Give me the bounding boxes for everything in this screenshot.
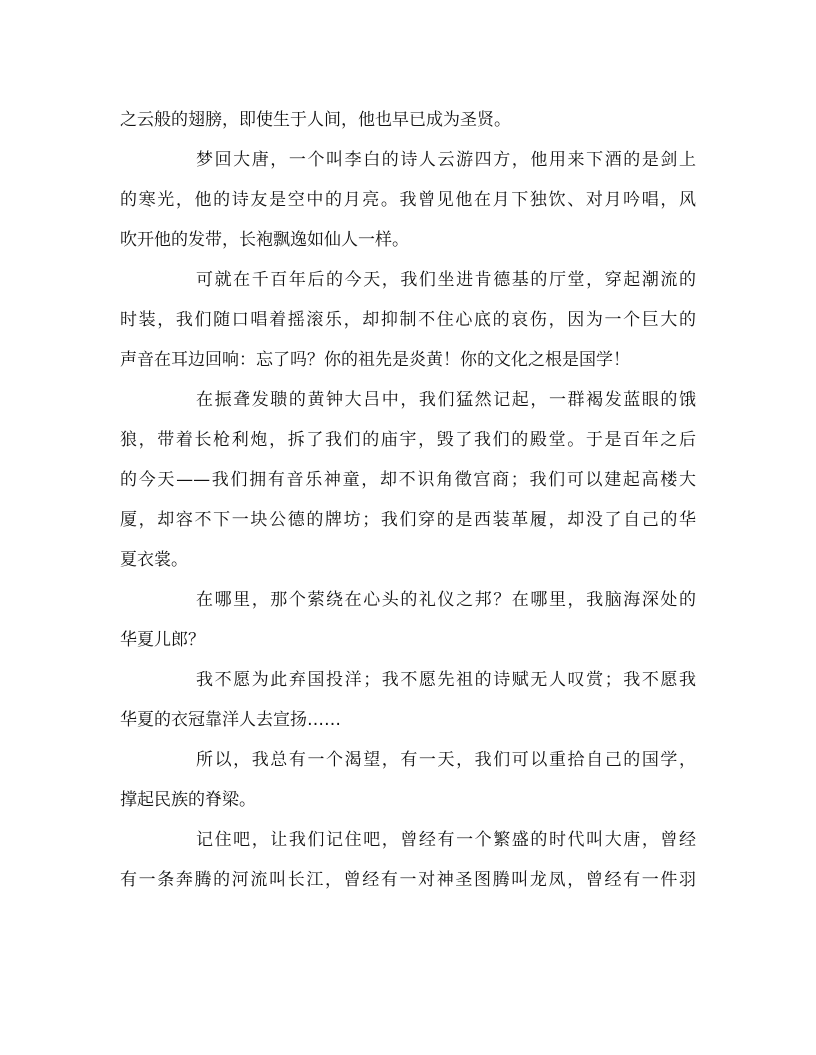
text-line: 梦回大唐，一个叫李白的诗人云游四方，他用来下酒的是剑上 [196,150,696,170]
text-line: 的今天——我们拥有音乐神童，却不识角徵宫商；我们可以建起高楼大 [120,470,696,490]
text-line: 之云般的翅膀，即使生于人间，他也早已成为圣贤。 [120,110,511,130]
text-line: 夏衣裳。 [120,550,188,570]
paragraph [120,580,696,660]
paragraph [120,260,696,380]
paragraph [120,380,696,580]
text-line: 在振聋发聩的黄钟大吕中，我们猛然记起，一群褐发蓝眼的饿 [196,390,696,410]
text-line: 有一条奔腾的河流叫长江，曾经有一对神圣图腾叫龙凤，曾经有一件羽 [120,870,696,890]
paragraph [120,140,696,260]
text-line: 狼，带着长枪利炮，拆了我们的庙宇，毁了我们的殿堂。于是百年之后 [120,430,696,450]
text-line: 所以，我总有一个渴望，有一天，我们可以重拾自己的国学， [196,750,696,770]
paragraph [120,740,696,820]
text-line: 在哪里，那个萦绕在心头的礼仪之邦？在哪里，我脑海深处的 [196,590,696,610]
text-line: 华夏的衣冠靠洋人去宣扬…… [120,710,341,730]
text-line: 可就在千百年后的今天，我们坐进肯德基的厅堂，穿起潮流的 [196,270,696,290]
paragraph [120,660,696,740]
essay-body [120,100,696,900]
text-line: 华夏儿郎？ [120,630,205,650]
text-line: 吹开他的发带，长袍飘逸如仙人一样。 [120,230,409,250]
text-line: 厦，却容不下一块公德的牌坊；我们穿的是西装革履，却没了自己的华 [120,510,696,530]
paragraph [120,820,696,900]
text-line: 撑起民族的脊梁。 [120,790,256,810]
paragraph [120,100,696,140]
text-line: 记住吧，让我们记住吧，曾经有一个繁盛的时代叫大唐，曾经 [196,830,696,850]
text-line: 的寒光，他的诗友是空中的月亮。我曾见他在月下独饮、对月吟唱，风 [120,190,696,210]
text-line: 时装，我们随口唱着摇滚乐，却抑制不住心底的哀伤，因为一个巨大的 [120,310,696,330]
text-line: 我不愿为此弃国投洋；我不愿先祖的诗赋无人叹赏；我不愿我 [196,670,696,690]
text-line: 声音在耳边回响：忘了吗？你的祖先是炎黄！你的文化之根是国学！ [120,350,630,370]
